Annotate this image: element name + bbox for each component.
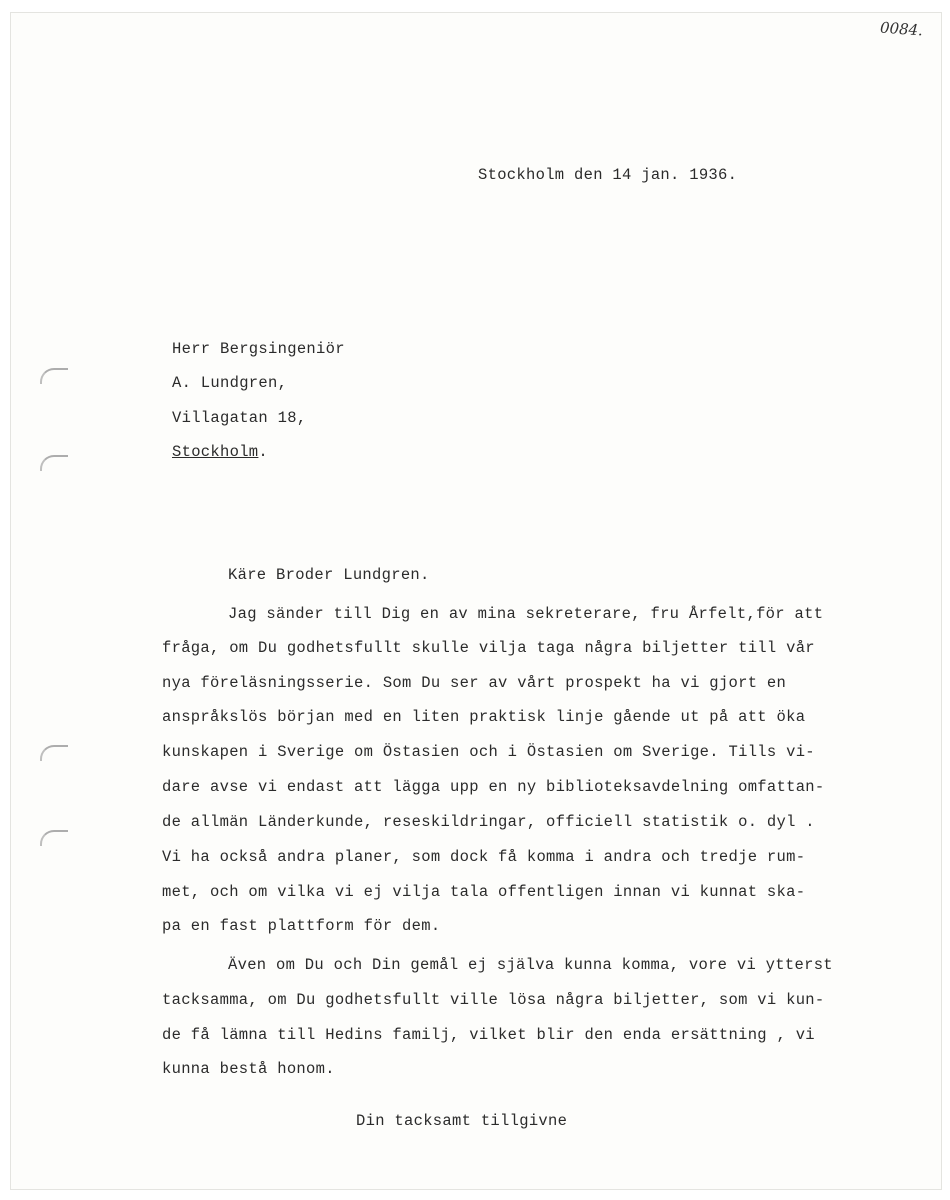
recipient-city-period: . xyxy=(258,443,269,461)
recipient-city: Stockholm xyxy=(172,443,259,461)
body-line: anspråkslös början med en liten praktisk linje gående ut på att öka xyxy=(162,708,806,726)
body-line: de få lämna till Hedins familj, vilket blir den enda ersättning , vi xyxy=(162,1026,815,1044)
body-line: Jag sänder till Dig en av mina sekreterare, fru Årfelt,för att xyxy=(228,605,824,623)
body-line: Vi ha också andra planer, som dock få komma i andra och tredje rum- xyxy=(162,848,806,866)
punch-hole-mark xyxy=(40,368,68,384)
body-line: met, och om vilka vi ej vilja tala offentligen innan vi kunnat ska- xyxy=(162,883,806,901)
letter-page xyxy=(10,12,942,1190)
body-line: tacksamma, om Du godhetsfullt ville lösa några biljetter, som vi kun- xyxy=(162,991,825,1009)
body-line: de allmän Länderkunde, reseskildringar, officiell statistik o. dyl . xyxy=(162,813,815,831)
body-line: pa en fast plattform för dem. xyxy=(162,917,441,935)
body-line: nya föreläsningsserie. Som Du ser av vårt prospekt ha vi gjort en xyxy=(162,674,787,692)
body-line: kunskapen i Sverige om Östasien och i Östasien om Sverige. Tills vi- xyxy=(162,743,815,761)
recipient-name: A. Lundgren, xyxy=(172,374,288,392)
body-line: fråga, om Du godhetsfullt skulle vilja taga några biljetter till vår xyxy=(162,639,815,657)
punch-hole-mark xyxy=(40,745,68,761)
recipient-city-line xyxy=(172,443,268,461)
body-line: kunna bestå honom. xyxy=(162,1060,335,1078)
recipient-title: Herr Bergsingeniör xyxy=(172,340,345,358)
punch-hole-mark xyxy=(40,830,68,846)
closing: Din tacksamt tillgivne xyxy=(356,1112,568,1130)
recipient-street: Villagatan 18, xyxy=(172,409,307,427)
archive-number: 0084. xyxy=(879,18,924,40)
dateline: Stockholm den 14 jan. 1936. xyxy=(478,166,738,184)
salutation: Käre Broder Lundgren. xyxy=(228,566,430,584)
body-line: Även om Du och Din gemål ej själva kunna komma, vore vi ytterst xyxy=(228,956,833,974)
body-line: dare avse vi endast att lägga upp en ny biblioteksavdelning omfattan- xyxy=(162,778,825,796)
punch-hole-mark xyxy=(40,455,68,471)
